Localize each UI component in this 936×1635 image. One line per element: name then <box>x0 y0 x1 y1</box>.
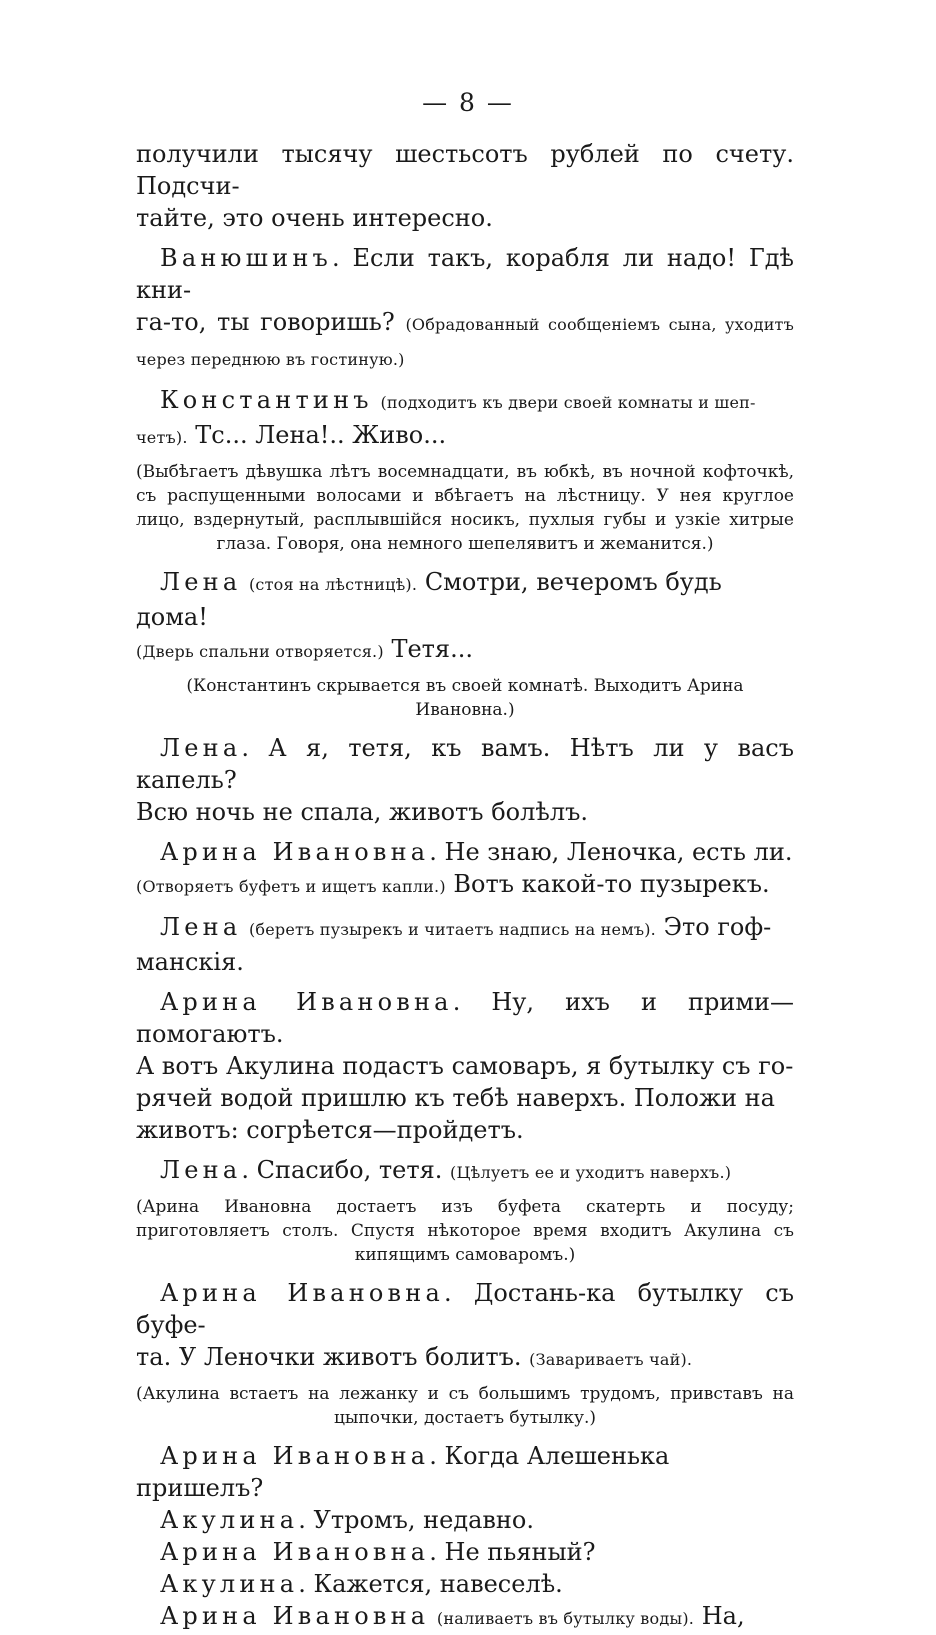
speech-block <box>136 911 794 946</box>
speech-block-cont <box>136 633 794 668</box>
stage-direction: (Отворяетъ буфетъ и ищетъ капли.) <box>136 877 446 896</box>
speech-text: . Не знаю, Леночка, есть ли. <box>429 838 793 866</box>
stage-direction: (Завариваетъ чай). <box>529 1350 693 1369</box>
speech-text: . Не пьяный? <box>429 1538 596 1566</box>
speech-block <box>136 1154 794 1189</box>
speech-text: та. У Леночки животъ болитъ. <box>136 1343 522 1371</box>
speaker-name: Ванюшинъ <box>160 244 333 272</box>
speech-block-cont <box>136 419 794 454</box>
speech-block <box>136 1536 794 1568</box>
stage-direction: четъ). <box>136 428 188 447</box>
stage-direction: (Дверь спальни отворяется.) <box>136 642 384 661</box>
stage-direction: (Обрадованный сообщеніемъ сына, уходитъ через переднюю въ гостиную.) <box>136 315 794 369</box>
text-line: животъ: согрѣется—пройдетъ. <box>136 1116 524 1144</box>
text-line: тайте, это очень интересно. <box>136 204 493 232</box>
stage-direction: (наливаетъ въ бутылку воды). <box>436 1609 695 1628</box>
speech-block <box>136 1277 794 1341</box>
speech-text: Вотъ какой-то пузырекъ. <box>453 870 770 898</box>
speech-block <box>136 384 794 419</box>
stage-direction-block: (Арина Ивановна достаетъ изъ буфета скатерть и посуду; приготовляетъ столъ. Спустя нѣкоторое время входитъ Акулина съ кипящимъ самоваромъ.) <box>136 1197 794 1265</box>
speech-block-cont <box>136 1341 794 1376</box>
speech-text: Тс... Лена!.. Живо... <box>195 421 447 449</box>
speaker-name: Лена <box>160 568 242 596</box>
speaker-name: Акулина <box>160 1570 299 1598</box>
speaker-name: Арина Ивановна <box>160 838 430 866</box>
speaker-name: Лена <box>160 734 242 762</box>
speech-text: На, <box>701 1602 745 1630</box>
text-line: А вотъ Акулина подастъ самоваръ, я бутылку съ го- <box>136 1052 794 1080</box>
speech-block-cont <box>136 868 794 903</box>
stage-direction: (Цѣлуетъ ее и уходитъ наверхъ.) <box>450 1163 732 1182</box>
page-text <box>136 138 794 1635</box>
speech-block <box>136 242 794 306</box>
speech-text: га-то, ты говоришь? <box>136 308 395 336</box>
speech-block <box>136 1440 794 1504</box>
speech-text: . Если такъ, корабля ли надо! Гдѣ кни- <box>136 244 794 304</box>
speaker-name: Арина Ивановна <box>160 1602 430 1630</box>
speaker-name: Лена <box>160 913 242 941</box>
speech-text: . Достань-ка бутылку съ буфе- <box>136 1279 795 1339</box>
speaker-name: Арина Ивановна <box>160 1538 430 1566</box>
text-line: получили тысячу шестьсотъ рублей по счету. Подсчи- <box>136 140 794 200</box>
speaker-name: Лена <box>160 1156 242 1184</box>
text-line: Всю ночь не спала, животъ болѣлъ. <box>136 798 588 826</box>
speaker-name: Арина Ивановна <box>160 1279 444 1307</box>
speech-text: Тетя... <box>391 635 473 663</box>
speech-text: . Ну, ихъ и прими—помогаютъ. <box>136 988 795 1048</box>
speech-block-cont <box>136 306 794 376</box>
stage-direction-block: (Константинъ скрывается въ своей комнатѣ. Выходитъ Арина Ивановна.) <box>186 676 744 720</box>
speaker-name: Константинъ <box>160 386 373 414</box>
speech-text: . Когда Алешенька пришелъ? <box>136 1442 670 1502</box>
speech-block <box>136 1504 794 1536</box>
stage-direction: (стоя на лѣстницѣ). <box>248 575 418 594</box>
speech-block <box>136 566 794 633</box>
stage-direction-block: (Выбѣгаетъ дѣвушка лѣтъ восемнадцати, въ юбкѣ, въ ночной кофточкѣ, съ распущенными волосами и вбѣгаетъ на лѣстницу. У нея круглое лицо, вздернутый, расплывшійся носикъ, пухлыя губы и узкіе хитрые глаза. Говоря, она немного шепелявитъ и жеманится.) <box>136 462 794 554</box>
speech-block <box>136 1600 794 1635</box>
speech-text: . А я, тетя, къ вамъ. Нѣтъ ли у васъ капель? <box>136 734 794 794</box>
speaker-name: Арина Ивановна <box>160 1442 430 1470</box>
page-number: — 8 — <box>422 88 514 117</box>
speech-text: . Спасибо, тетя. <box>241 1156 443 1184</box>
stage-direction-block: (Акулина встаетъ на лежанку и съ большимъ трудомъ, привставъ на цыпочки, достаетъ бутылку.) <box>136 1384 794 1428</box>
speech-block <box>136 836 794 868</box>
stage-direction: (беретъ пузырекъ и читаетъ надпись на немъ). <box>248 920 656 939</box>
text-line: рячей водой пришлю къ тебѣ наверхъ. Положи на <box>136 1084 775 1112</box>
speech-block <box>136 732 794 796</box>
speech-block <box>136 1568 794 1600</box>
speech-block <box>136 986 794 1050</box>
speech-text: . Кажется, навеселѣ. <box>298 1570 563 1598</box>
text-line: манскія. <box>136 948 244 976</box>
speech-text: Смотри, вечеромъ будь дома! <box>136 568 722 631</box>
stage-direction: (подходитъ къ двери своей комнаты и шеп- <box>380 393 756 412</box>
speech-text: Это гоф- <box>663 913 772 941</box>
speaker-name: Акулина <box>160 1506 299 1534</box>
speech-text: . Утромъ, недавно. <box>298 1506 535 1534</box>
speaker-name: Арина Ивановна <box>160 988 453 1016</box>
